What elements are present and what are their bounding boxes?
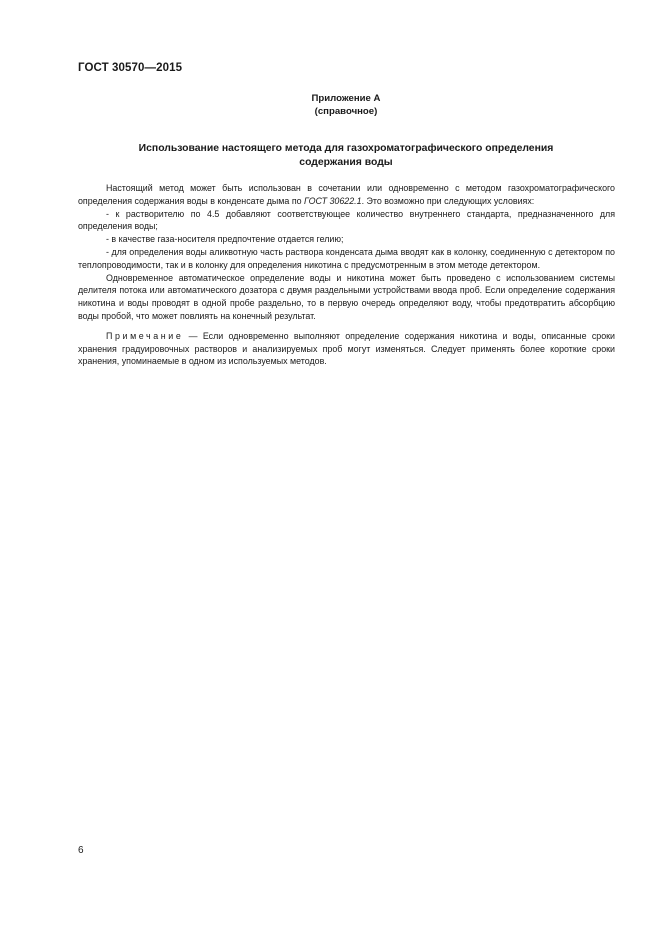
page-number: 6: [78, 845, 84, 856]
body-text: [78, 182, 615, 368]
section-title-line-2: содержания воды: [299, 156, 393, 168]
note-paragraph: [78, 330, 615, 368]
paragraph-intro-text: Настоящий метод может быть использован в сочетании или одновременно с методом газохроматографического определения содержания воды в конденсате дыма по: [78, 183, 615, 206]
appendix-heading: [78, 92, 614, 118]
condition-item-2: - в качестве газа-носителя предпочтение отдается гелию;: [106, 234, 344, 245]
condition-item-3: - для определения воды аликвотную часть раствора конденсата дыма вводят как в колонку, соединенную с детектором по теплопроводимости, так и в колонку для определения никотина с предусмотренным в этом методе детектором.: [78, 246, 615, 270]
paragraph-intro-conditions: . Это возможно при следующих условиях:: [361, 195, 535, 206]
appendix-title: Приложение А: [311, 93, 381, 104]
condition-item-1: - к растворителю по 4.5 добавляют соответствующее количество внутреннего стандарта, предназначенного для определения воды;: [78, 208, 615, 232]
appendix-type: (справочное): [314, 106, 378, 117]
standard-reference: ГОСТ 30622.1: [304, 195, 362, 206]
paragraph-simultaneous: Одновременное автоматическое определение воды и никотина может быть проведено с использованием системы делителя потока или автоматического дозатора с двумя раздельными устройствами ввода проб. Если определение содержания никотина и воды проводят в одной пробе раздельно, то в первую очередь определяют воду, чтобы предотвратить абсорбцию воды пробой, что может повлиять на конечный результат.: [78, 272, 615, 321]
paragraph-intro: [78, 182, 615, 208]
section-title: [78, 142, 614, 169]
section-title-line-1: Использование настоящего метода для газохроматографического определения: [138, 143, 554, 154]
note-text: Если одновременно выполняют определение содержания никотина и воды, описанные сроки хранения градуировочных растворов и анализируемых проб могут изменяться. Следует применять более короткие сроки хранения, упоминаемые в одном из используемых методов.: [78, 330, 615, 367]
note-dash: —: [183, 330, 203, 341]
note-label: Примечание: [106, 330, 184, 341]
document-code: ГОСТ 30570—2015: [78, 62, 183, 74]
